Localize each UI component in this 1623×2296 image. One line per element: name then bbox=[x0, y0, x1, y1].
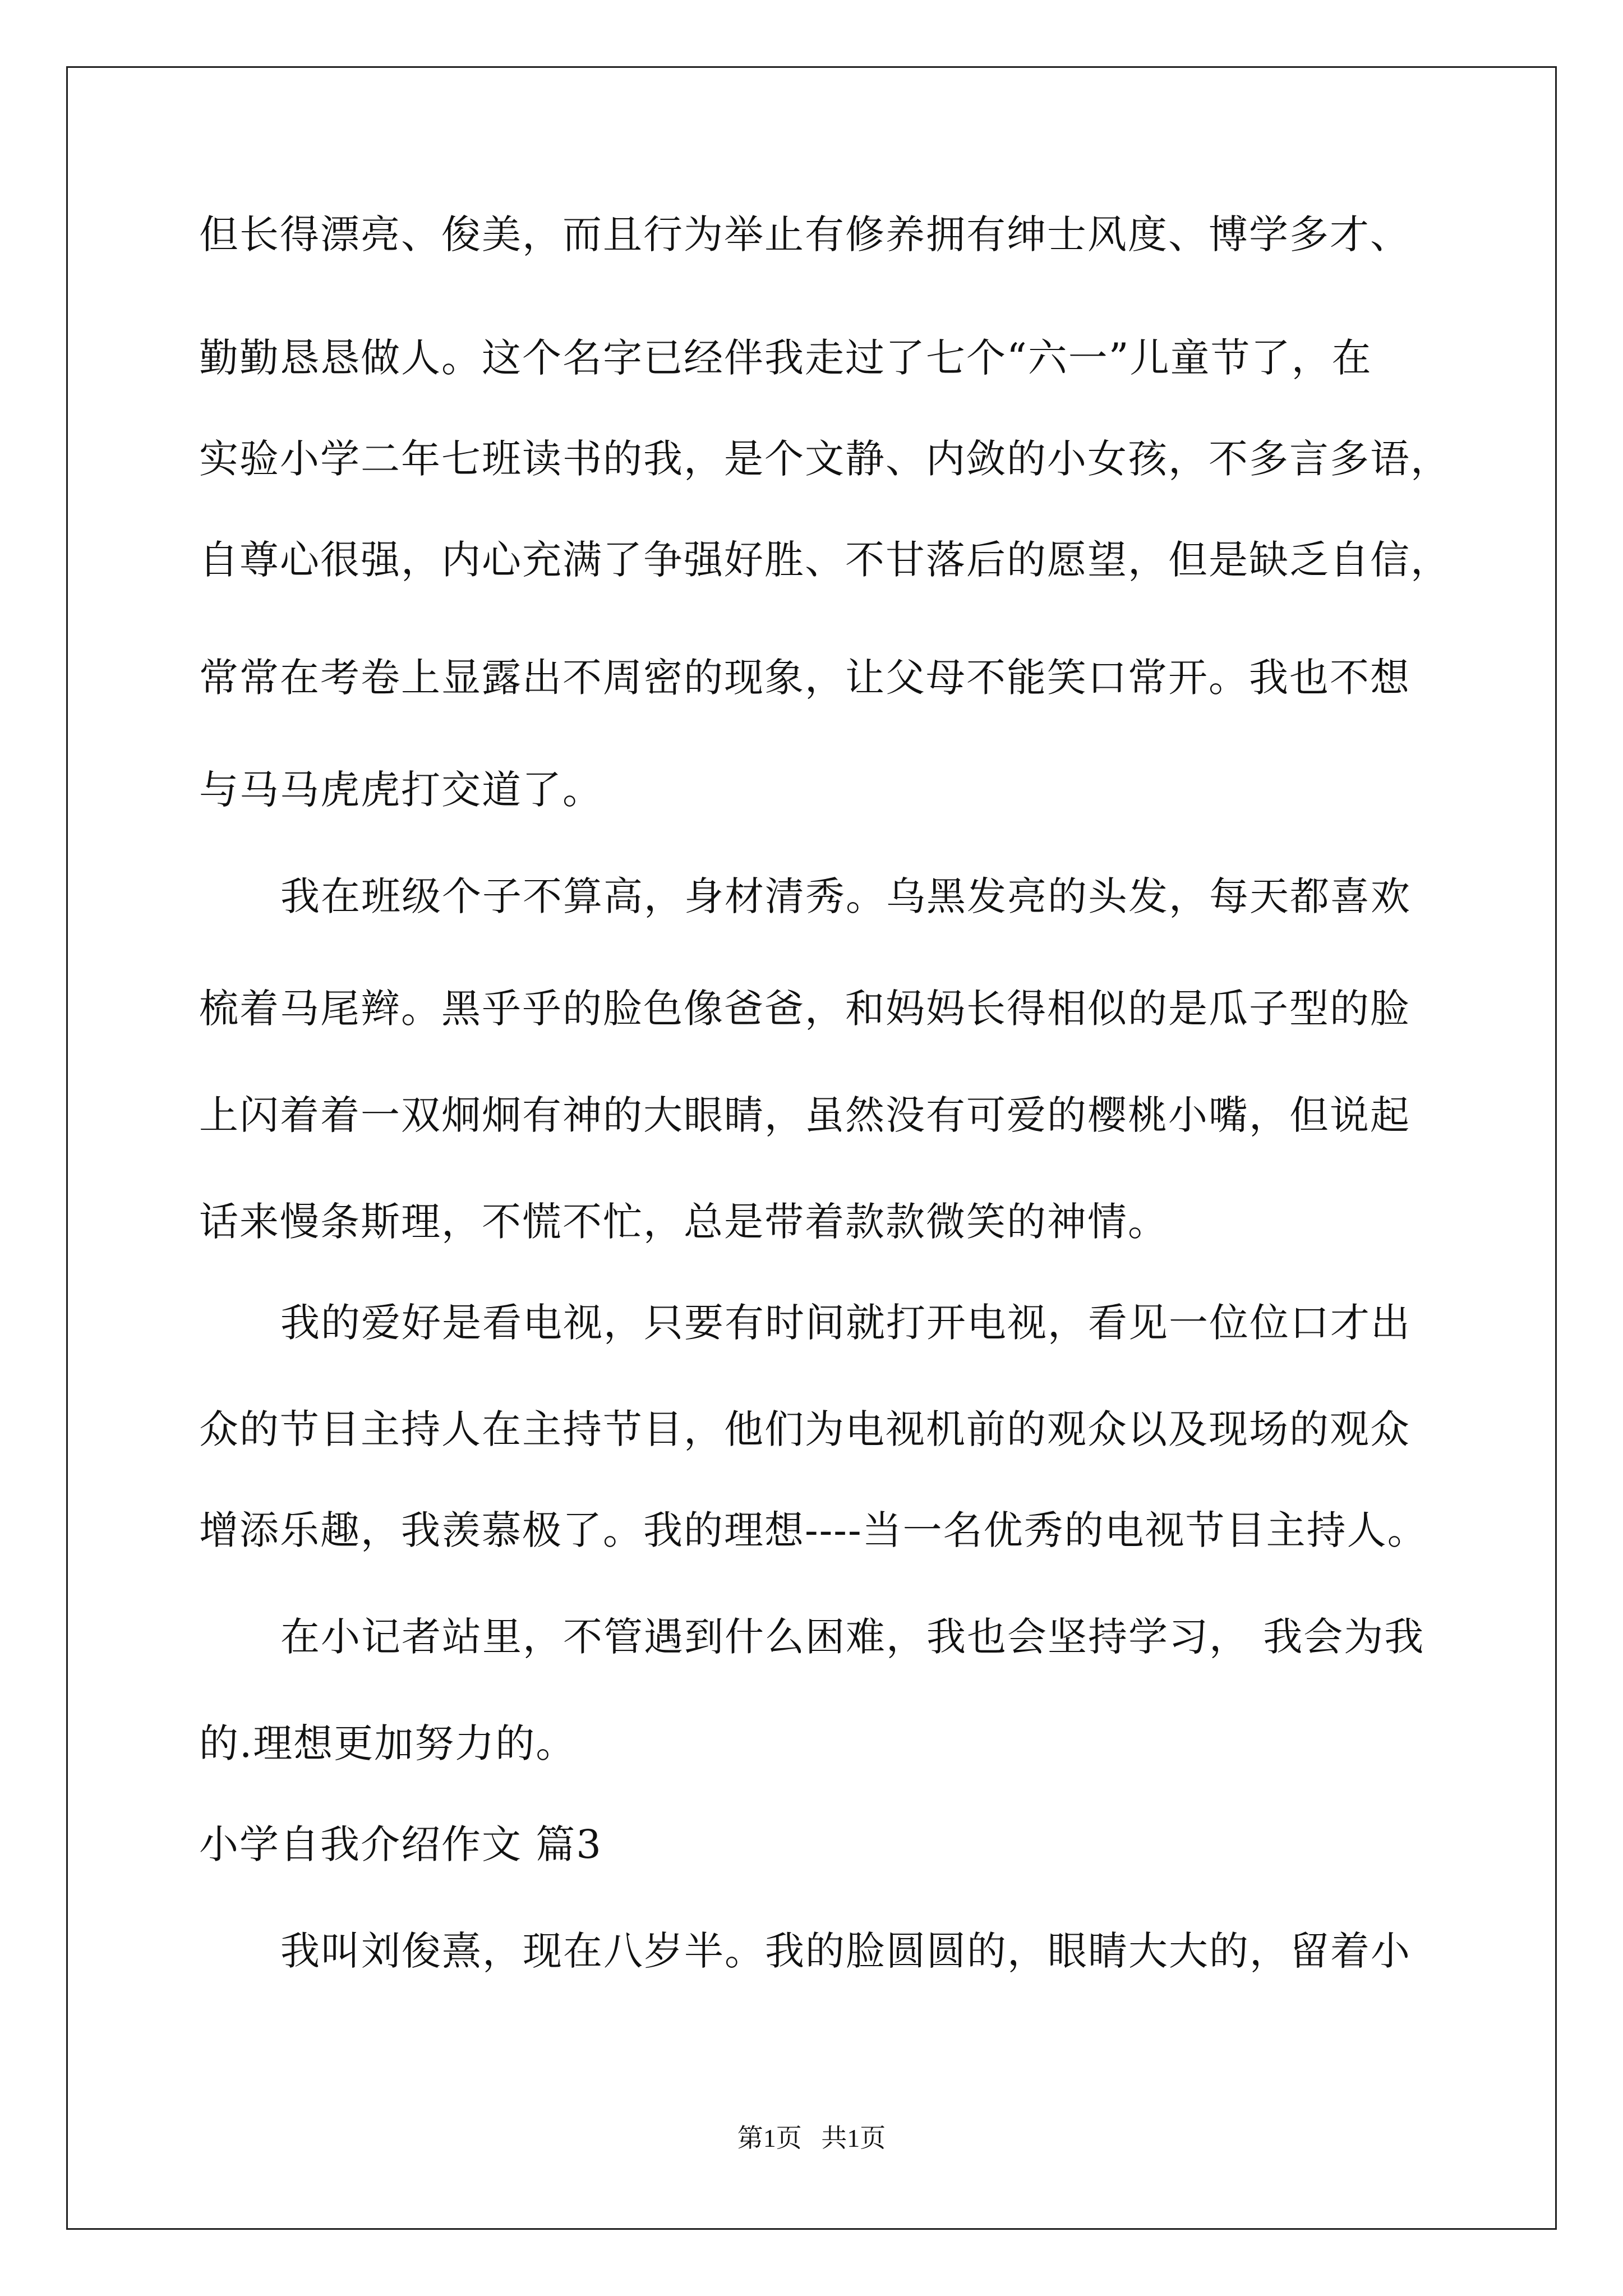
text-line: 话来慢条斯理，不慌不忙，总是带着款款微笑的神情。 bbox=[199, 1199, 1168, 1245]
text-line: 自尊心很强，内心充满了争强好胜、不甘落后的愿望，但是缺乏自信， bbox=[199, 537, 1451, 583]
paragraph-start: 在小记者站里，不管遇到什么困难，我也会坚持学习， 我会为我 bbox=[280, 1614, 1425, 1660]
text-line: 增添乐趣，我羡慕极了。我的理想----当一名优秀的电视节目主持人。 bbox=[199, 1507, 1428, 1553]
paragraph-start: 我在班级个子不算高，身材清秀。乌黑发亮的头发，每天都喜欢 bbox=[280, 873, 1411, 919]
text-line: 的.理想更加努力的。 bbox=[199, 1720, 577, 1766]
paragraph-start: 我叫刘俊熹，现在八岁半。我的脸圆圆的，眼睛大大的，留着小 bbox=[280, 1928, 1411, 1974]
text-line: 常常在考卷上显露出不周密的现象，让父母不能笑口常开。我也不想 bbox=[199, 655, 1410, 701]
text-line: 众的节目主持人在主持节目，他们为电视机前的观众以及现场的观众 bbox=[199, 1406, 1410, 1452]
page-border bbox=[66, 66, 1557, 2230]
text-line: 上闪着着一双炯炯有神的大眼睛，虽然没有可爱的樱桃小嘴，但说起 bbox=[199, 1092, 1410, 1138]
text-line: 实验小学二年七班读书的我，是个文静、内敛的小女孩，不多言多语， bbox=[199, 436, 1451, 482]
text-line: 但长得漂亮、俊美，而且行为举止有修养拥有绅士风度、博学多才、 bbox=[199, 211, 1410, 257]
text-line: 与马马虎虎打交道了。 bbox=[199, 767, 603, 813]
paragraph-start: 我的爱好是看电视，只要有时间就打开电视，看见一位位口才出 bbox=[280, 1300, 1411, 1346]
text-line: 梳着马尾辫。黑乎乎的脸色像爸爸，和妈妈长得相似的是瓜子型的脸 bbox=[199, 986, 1410, 1032]
text-line: 勤勤恳恳做人。这个名字已经伴我走过了七个“六一”儿童节了，在 bbox=[199, 335, 1372, 381]
section-heading: 小学自我介绍作文 篇3 bbox=[199, 1821, 602, 1867]
page-footer: 第1页 共1页 bbox=[737, 2124, 886, 2152]
